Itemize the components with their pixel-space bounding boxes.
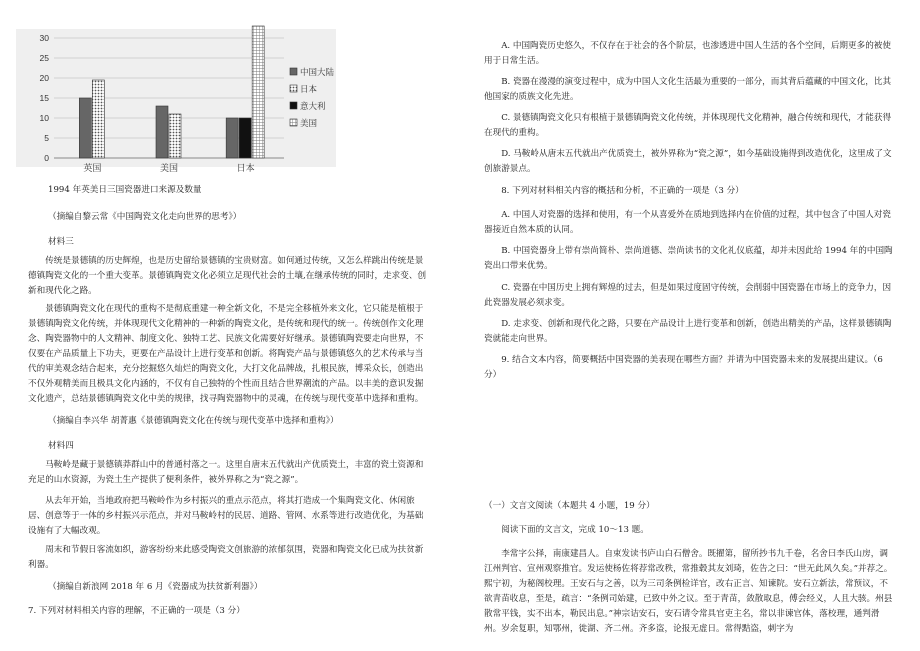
bar: [79, 98, 91, 158]
bar: [226, 118, 238, 158]
source-note: （摘编自新浪网 2018 年 6 月《瓷器成为扶贫新利器》）: [48, 582, 263, 592]
question-8: 8. 下列对材料相关内容的概括和分析，不正确的一项是（3 分）: [501, 186, 744, 196]
y-tick-label: 5: [44, 133, 49, 143]
option-c: C. 景德镇陶瓷文化只有根植于景德镇陶瓷文化传统，并体现现代文化精神，融合传统和现代，才能获得在现代的重构。: [484, 113, 892, 138]
option-b: B. 瓷器在漫漫的演变过程中，成为中国人文化生活最为重要的一部分，而其背后蕴藏的中国文化，比其他国家的质族文化先进。: [484, 77, 892, 102]
x-tick-label: 美国: [159, 164, 179, 174]
legend-swatch: [290, 68, 297, 75]
chart-caption: 1994 年英美日三国瓷器进口来源及数量: [48, 185, 202, 195]
question-7: 7. 下列对材料相关内容的理解，不正确的一项是（3 分）: [28, 606, 245, 616]
bar: [239, 118, 251, 158]
y-tick-label: 20: [39, 73, 49, 83]
section-title: 材料四: [48, 441, 74, 451]
legend-label: 意大利: [300, 102, 326, 112]
y-tick-label: 10: [39, 113, 49, 123]
bar: [92, 80, 104, 158]
chart-svg: [16, 29, 336, 174]
paragraph: 传统是景德镇的历史辉煌，也是历史留给景德镇的宝贵财富。如何通过传统，又怎么样跳出传统是景德镇陶瓷文化的一个重大变革。景德镇陶瓷文化必须立足现代社会的土壤,在继承传统的同时，走求变、创新和现代化之路。: [28, 256, 427, 296]
bar: [169, 114, 181, 158]
section-heading: （一）文言文阅读（本题共 4 小题，19 分）: [484, 501, 655, 511]
bar: [156, 106, 168, 158]
paragraph: 从去年开始，当地政府把马鞍岭作为乡村振兴的重点示范点，将其打造成一个集陶瓷文化、休闲旅居、创意等于一体的乡村振兴示范点，并对马鞍岭村的民居、道路、管网、水系等进行改造优化，为基础设施有了大幅改观。: [28, 496, 424, 536]
option-a: A. 中国人对瓷器的选择和使用，有一个从喜爱外在质地到选择内在价值的过程，其中包含了中国人对瓷器接近自然本质的认同。: [484, 210, 891, 235]
paragraph: 马鞍岭是藏于景德镇莽群山中的普通村落之一。这里自唐末五代就出产优质瓷土，丰富的瓷土资源和充足的山水资源，为瓷土生产提供了便利条件，被外界称之为“瓷之源”。: [28, 460, 424, 485]
section-title: 材料三: [48, 237, 74, 247]
y-tick-label: 30: [39, 33, 49, 43]
y-tick-label: 15: [39, 93, 49, 103]
y-tick-label: 25: [39, 53, 49, 63]
x-tick-label: 英国: [83, 164, 102, 174]
option-c: C. 瓷器在中国历史上拥有辉煌的过去，但是如果过度固守传统，会削弱中国瓷器在市场上的竞争力，因此瓷器发展必须求变。: [484, 283, 892, 308]
legend-swatch: [290, 85, 297, 92]
bar: [252, 26, 264, 158]
legend-label: 中国大陆: [300, 68, 335, 78]
legend-swatch: [290, 102, 297, 109]
y-tick-label: 0: [44, 153, 49, 163]
question-9: 9. 结合文本内容，简要概括中国瓷器的美表现在哪些方面？并请为中国瓷器未来的发展提出建议。（6 分）: [484, 355, 883, 380]
option-d: D. 走求变、创新和现代化之路，只要在产品设计上进行变革和创新，创造出精美的产品，这样景德镇陶瓷就能走向世界。: [484, 319, 892, 344]
bar-chart: [16, 29, 336, 174]
instruction: 阅读下面的文言文，完成 10～13 题。: [501, 525, 649, 535]
classical-text: 李常字公择，南康建昌人。自束发读书庐山白石僧舍。既擢第，留所抄书九千卷，名舍曰李氏山房，调江州判官、宣州观察推官。发运使杨佐将荐常改秩，常推毂其友刘琦，佐告之曰：“世无此风久矣。”并荐之。熙宁初，为秘阁校理。王安石与之善，以为三司条例检详官，改右正言、知谏院。安石立新法，常预议，不欲青苗收息，至是，疏言：“条例司始建，已致中外之议。至于青苗，敛散取息，傅会经义，人且大骇。州县散常平钱，实不出本，勒民出息。”神宗诘安石，安石请令常具官吏主名，常以非谏官体，落校理，通判滑州。岁余复职，知鄂州，徙湖、齐二州。齐多盗，论报无虚日。常得黠盗，刺字为: [484, 549, 893, 634]
option-d: D. 马鞍岭从唐末五代就出产优质瓷土，被外界称为“瓷之源”，如今基础设施得到改造优化，这里成了文创旅游景点。: [484, 149, 892, 174]
legend-swatch: [290, 119, 297, 126]
option-a: A. 中国陶瓷历史悠久，不仅存在于社会的各个阶层，也渗透进中国人生活的各个空间，后期更多的被使用于日常生活。: [484, 41, 891, 66]
legend-label: 日本: [300, 85, 318, 95]
source-note: （摘编自李兴华 胡菁惠《景德镇陶瓷文化在传统与现代变革中选择和重构》）: [48, 416, 339, 426]
paragraph: 周末和节假日客流如织，游客纷纷来此感受陶瓷文创旅游的浓郁氛围，瓷器和陶瓷文化已成为扶贫新利器。: [28, 545, 424, 570]
x-tick-label: 日本: [236, 164, 255, 174]
paragraph: 景德镇陶瓷文化在现代的重构不是彻底重建一种全新文化，不是完全移植外来文化，它只能是植根于景德镇陶瓷文化传统，并体现现代文化精神的一种新的陶瓷文化，是传统和现代的统一。传统创作文化理念、陶瓷器物中的人文精神、制度文化、独特工艺、民族文化需要好好继承。景德镇陶瓷要走向世界，不仅要在产品质量上下功夫，更要在产品设计上进行变革和创新。将陶瓷产品与景德镇悠久的艺术传承与当代的审美观念结合起来，充分挖掘悠久灿烂的陶瓷文化，大打文化品牌战，扎根民族，博采众长，创造出不仅外观精美而且极具文化内涵的，不仅有自己独特的个性而且结合世界潮流的产品。以丰美的意识发掘文化遗产，总结景德镇陶瓷文化中美的规律，找寻陶瓷器物中的灵魂，在传统与现代变革中选择和重构。: [28, 304, 424, 404]
source-note: （摘编自黎云常《中国陶瓷文化走向世界的思考》）: [48, 212, 242, 222]
legend-label: 美国: [300, 119, 318, 129]
option-b: B. 中国瓷器身上带有崇尚简朴、崇尚道德、崇尚读书的文化礼仪底蕴，却并未因此给 1994 年的中国陶瓷出口带来优势。: [484, 246, 893, 271]
